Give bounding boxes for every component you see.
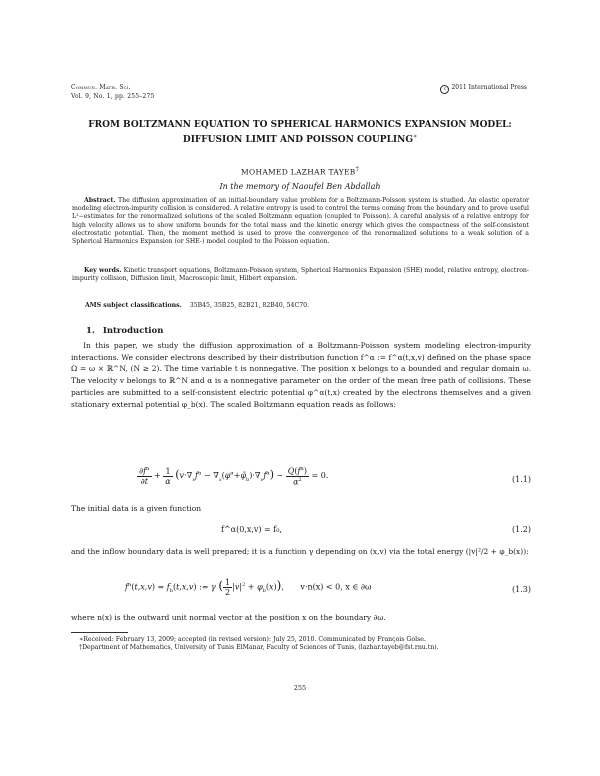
page-number: 255 xyxy=(293,684,307,692)
keywords-text: Kinetic transport equations, Boltzmann-Poisson system, Spherical Harmonics Expansion (SHE) model, relative entropy, electron-impurity collision, Diffusion limit, Macroscopic limit, Hilbert expansion. xyxy=(72,267,530,283)
journal-header xyxy=(71,83,155,101)
copyright-text: 2011 International Press xyxy=(451,84,527,91)
intro-paragraph: In this paper, we study the diffusion approximation of a Boltzmann-Poisson system modeling electron-impurity interactions. We consider electrons described by their distribution function f^α := f^α(t,x,v) defined on the phase space Ω = ω × ℝ^N, (N ≥ 2). The time variable t is nonnegative. The position x belongs to a bounded and regular domain ω. The velocity v belongs to ℝ^N and α is a nonnegative parameter on the order of the mean free path of collisions. These particles are submitted to a self-consistent electric potential φ^α(t,x) created by the electrons themselves and a given stationary external potential φ_b(x). The scaled Boltzmann equation reads as follows: xyxy=(71,341,531,409)
abstract-text: The diffusion approximation of an initial-boundary value problem for a Boltzmann-Poisson system is studied. An elastic operator modeling electron-impurity collision is considered. A relative entropy is used to control the terms coming from the boundary and to prove useful L²−estimates for the renormalized solutions of the scaled Boltzmann equation (coupled to Poisson). A careful analysis of a relative entropy for high velocity allows us to show uniform bounds for the total mass and the kinetic energy which gives the compactness of the self-consistent electrostatic potential. Then, the moment method is used to prove the convergence of the renormalized solutions to a weak solution of a Spherical Harmonics Expansion (or SHE-) model coupled to the Poisson equation. xyxy=(72,197,529,246)
ams-label: AMS subject classifications. xyxy=(85,302,182,309)
boundary-text: and the inflow boundary data is well prepared; it is a function γ depending on (x,v) via the total energy (|v|²/2 + φ_b(x)): xyxy=(71,547,529,556)
section-number: 1. xyxy=(86,326,95,336)
boundary-condition: $f^\alpha(t,x,v) = f_b(t,x,v)$ := γ ( $\frac{1}{2}$ $|v|^2 + \varphi_b(x)$), v·n(x) < 0, x ∈ ∂ω xyxy=(125,578,372,597)
initial-condition: f^α(0,x,v) = f₀, xyxy=(221,525,283,534)
section-heading xyxy=(86,326,163,336)
equation-number: (1.1) xyxy=(512,475,531,484)
section-title: Introduction xyxy=(102,326,164,336)
keywords xyxy=(72,267,529,283)
journal-volume: Vol. 9, No. 1, pp. 255–275 xyxy=(71,93,155,100)
dedication: In the memory of Naoufel Ben Abdallah xyxy=(219,182,381,191)
equation-number: (1.3) xyxy=(512,585,531,594)
abstract xyxy=(72,197,529,246)
paper-title: FROM BOLTZMANN EQUATION TO SPHERICAL HARMONICS EXPANSION MODEL: DIFFUSION LIMIT AND POISSON COUPLING∗ xyxy=(88,120,512,145)
journal-name: Commun. Math. Sci. xyxy=(71,84,131,91)
initial-data-text: The initial data is a given function xyxy=(71,504,202,513)
footnotes xyxy=(71,636,531,652)
ams-codes: 35B45, 35B25, 82B21, 82B40, 54C70. xyxy=(189,302,310,309)
abstract-label: Abstract. xyxy=(84,197,116,204)
equation-1-3 xyxy=(71,578,531,604)
copyright-icon: c xyxy=(440,85,449,94)
ams-classifications xyxy=(85,302,309,309)
boundary-condition-domain: v·n(x) < 0, x ∈ ∂ω xyxy=(300,582,372,592)
author-name: MOHAMED LAZHAR TAYEB† xyxy=(241,166,359,177)
equation-number: (1.2) xyxy=(512,525,531,534)
keywords-label: Key words. xyxy=(84,267,122,274)
title-footnote-mark: ∗ xyxy=(413,133,418,140)
footnote-affiliation: †Department of Mathematics, University of Tunis ElManar, Faculty of Sciences of Tunis, (lazhar.tayeb@fst.rnu.tn). xyxy=(79,644,439,652)
boltzmann-equation: $\frac{\partial f^\alpha}{\partial t}$ + $\frac{1}{\alpha}$ ($v\cdot\nabla_xf^\alpha$ − $\nabla_x(\varphi^\alpha+\varphĩ_b)\cdot\nabla_vf^\alpha$) − $\frac{Q(f^\alpha)}{\alpha^2}$ = 0. xyxy=(139,466,329,487)
copyright-notice xyxy=(440,83,527,94)
footnote-received: ∗Received: February 13, 2009; accepted (in revised version): July 25, 2010. Communicated by François Golse. xyxy=(79,636,426,643)
equation-1-2 xyxy=(71,525,531,539)
equation-1-1 xyxy=(71,466,531,496)
author-footnote-mark: † xyxy=(355,166,359,173)
footnote-divider xyxy=(71,632,128,633)
normal-vector-text: where n(x) is the outward unit normal vector at the position x on the boundary ∂ω. xyxy=(71,613,386,622)
